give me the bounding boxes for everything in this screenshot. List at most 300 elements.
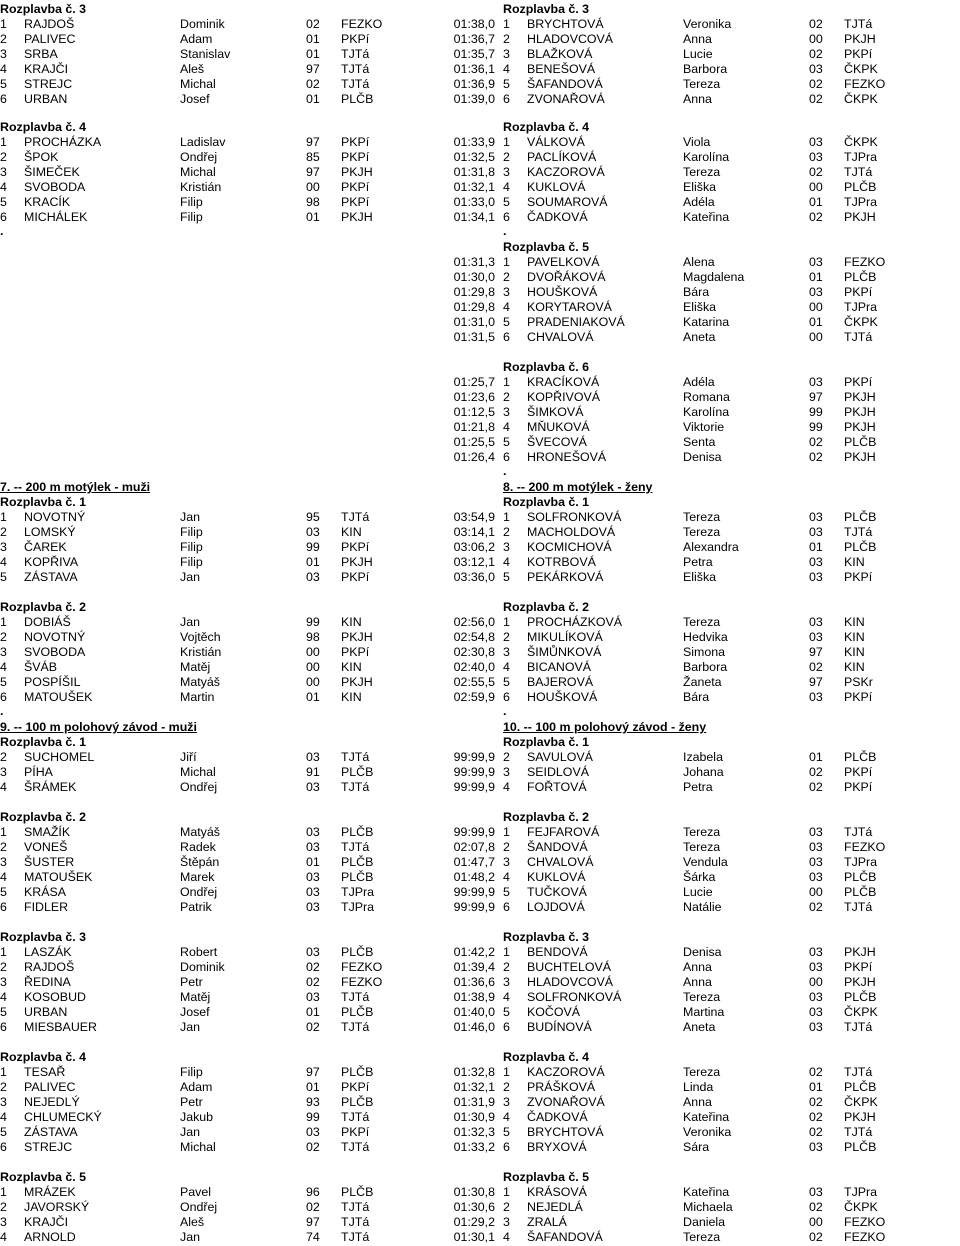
birth-year: 03 — [809, 1020, 823, 1034]
surname: SRBA — [24, 47, 58, 61]
birth-year: 74 — [306, 1230, 320, 1244]
first-name: Jan — [180, 1125, 200, 1139]
birth-year: 01 — [306, 555, 320, 569]
surname: MŇUKOVÁ — [527, 420, 590, 434]
birth-year: 01 — [306, 92, 320, 106]
surname: STREJC — [24, 77, 73, 91]
surname: SOUMAROVÁ — [527, 195, 608, 209]
club: ČKPK — [844, 62, 878, 76]
lane-number: 2 — [0, 32, 7, 46]
club: KIN — [844, 555, 865, 569]
first-name: Tereza — [683, 77, 721, 91]
surname: ŠVÁB — [24, 660, 58, 674]
first-name: Veronika — [683, 17, 732, 31]
first-name: Jan — [180, 615, 200, 629]
time: 01:31,5 — [453, 330, 495, 344]
club: PKJH — [341, 555, 373, 569]
first-name: Sára — [683, 1140, 710, 1154]
lane-number: 2 — [0, 960, 7, 974]
birth-year: 03 — [809, 630, 823, 644]
birth-year: 03 — [809, 1185, 823, 1199]
lane-number: 2 — [503, 32, 510, 46]
first-name: Romana — [683, 390, 730, 404]
surname: HLADOVCOVÁ — [527, 32, 614, 46]
club: KIN — [341, 690, 362, 704]
surname: SVOBODA — [24, 645, 86, 659]
lane-number: 1 — [503, 1065, 510, 1079]
lane-number: 3 — [0, 1095, 7, 1109]
lane-number: 1 — [0, 1065, 7, 1079]
first-name: Vendula — [683, 855, 728, 869]
surname: ŠANDOVÁ — [527, 840, 588, 854]
birth-year: 00 — [809, 300, 823, 314]
first-name: Ondřej — [180, 885, 218, 899]
birth-year: 00 — [809, 180, 823, 194]
lane-number: 5 — [0, 1005, 7, 1019]
first-name: Petra — [683, 780, 713, 794]
first-name: Aneta — [683, 330, 716, 344]
time: 01:32,8 — [453, 1065, 495, 1079]
lane-number: 6 — [503, 900, 510, 914]
time: 01:21,8 — [453, 420, 495, 434]
club: PKPí — [844, 570, 873, 584]
lane-number: 5 — [0, 1125, 7, 1139]
surname: KOČOVÁ — [527, 1005, 581, 1019]
first-name: Adéla — [683, 375, 715, 389]
first-name: Karolína — [683, 150, 730, 164]
birth-year: 03 — [809, 1005, 823, 1019]
birth-year: 02 — [306, 975, 320, 989]
birth-year: 03 — [809, 690, 823, 704]
first-name: Patrik — [180, 900, 212, 914]
first-name: Tereza — [683, 165, 721, 179]
lane-number: 3 — [503, 540, 510, 554]
surname: JAVORSKÝ — [24, 1200, 90, 1214]
birth-year: 03 — [809, 1140, 823, 1154]
lane-number: 4 — [503, 780, 510, 794]
first-name: Žaneta — [683, 675, 722, 689]
club: PKPí — [844, 780, 873, 794]
club: PLČB — [341, 855, 374, 869]
birth-year: 03 — [809, 570, 823, 584]
birth-year: 02 — [809, 660, 823, 674]
first-name: Tereza — [683, 525, 721, 539]
lane-number: 1 — [0, 135, 7, 149]
lane-number: 1 — [503, 17, 510, 31]
surname: ŠAFANDOVÁ — [527, 1230, 603, 1244]
surname: FIDLER — [24, 900, 69, 914]
first-name: Vojtěch — [180, 630, 221, 644]
first-name: Kristián — [180, 180, 222, 194]
club: TJPra — [844, 195, 878, 209]
birth-year: 99 — [809, 420, 823, 434]
surname: URBAN — [24, 92, 68, 106]
lane-number: 6 — [503, 1140, 510, 1154]
birth-year: 03 — [809, 960, 823, 974]
surname: ŠVECOVÁ — [527, 435, 587, 449]
time: 99:99,9 — [453, 885, 495, 899]
club: TJPra — [844, 855, 878, 869]
lane-number: 4 — [503, 660, 510, 674]
time: 03:06,2 — [453, 540, 495, 554]
club: PKPí — [341, 150, 370, 164]
birth-year: 03 — [306, 1125, 320, 1139]
birth-year: 00 — [306, 645, 320, 659]
birth-year: 03 — [809, 150, 823, 164]
birth-year: 02 — [809, 1230, 823, 1244]
first-name: Tereza — [683, 840, 721, 854]
surname: SUCHOMEL — [24, 750, 95, 764]
surname: KUKLOVÁ — [527, 870, 586, 884]
lane-number: 1 — [0, 825, 7, 839]
surname: SEIDLOVÁ — [527, 765, 589, 779]
time: 01:32,5 — [453, 150, 495, 164]
club: PKPí — [341, 135, 370, 149]
first-name: Karolína — [683, 405, 730, 419]
first-name: Ondřej — [180, 150, 218, 164]
surname: KRAJČI — [24, 1215, 69, 1229]
time: 02:55,5 — [453, 675, 495, 689]
surname: PRADENIAKOVÁ — [527, 315, 625, 329]
surname: HLADOVCOVÁ — [527, 975, 614, 989]
birth-year: 00 — [306, 660, 320, 674]
first-name: Denisa — [683, 945, 722, 959]
first-name: Matěj — [180, 990, 211, 1004]
club: TJPra — [341, 900, 375, 914]
surname: BUDÍNOVÁ — [527, 1020, 592, 1034]
surname: RAJDOŠ — [24, 17, 75, 31]
birth-year: 03 — [809, 855, 823, 869]
surname: LOMSKÝ — [24, 525, 76, 539]
surname: PACLÍKOVÁ — [527, 150, 597, 164]
first-name: Petra — [683, 555, 713, 569]
surname: KRÁSOVÁ — [527, 1185, 587, 1199]
birth-year: 03 — [306, 825, 320, 839]
time: 01:46,0 — [453, 1020, 495, 1034]
surname: NOVOTNÝ — [24, 510, 86, 524]
first-name: Eliška — [683, 300, 717, 314]
surname: STREJC — [24, 1140, 73, 1154]
time: 01:39,4 — [453, 960, 495, 974]
lane-number: 3 — [0, 975, 7, 989]
event-heading: 7. -- 200 m motýlek - muži — [0, 480, 151, 494]
surname: VONEŠ — [24, 840, 68, 854]
lane-number: 2 — [0, 525, 7, 539]
surname: ŘEDINA — [24, 975, 71, 989]
lane-number: 1 — [503, 615, 510, 629]
birth-year: 01 — [306, 32, 320, 46]
lane-number: 6 — [503, 210, 510, 224]
surname: TUČKOVÁ — [527, 885, 587, 899]
first-name: Marek — [180, 870, 215, 884]
surname: KUKLOVÁ — [527, 180, 586, 194]
first-name: Michaela — [683, 1200, 733, 1214]
birth-year: 01 — [809, 270, 823, 284]
lane-number: 6 — [503, 92, 510, 106]
first-name: Jan — [180, 1230, 200, 1244]
birth-year: 01 — [809, 1080, 823, 1094]
birth-year: 02 — [809, 450, 823, 464]
club: FEZKO — [341, 975, 383, 989]
heat-heading: Rozplavba č. 3 — [503, 930, 590, 944]
lane-number: 1 — [503, 825, 510, 839]
lane-number: 3 — [503, 165, 510, 179]
time: 02:40,0 — [453, 660, 495, 674]
club: PLČB — [341, 1095, 374, 1109]
surname: KOPŘIVOVÁ — [527, 390, 600, 404]
club: TJPra — [844, 300, 878, 314]
birth-year: 02 — [809, 1110, 823, 1124]
surname: KRACÍK — [24, 195, 71, 209]
separator-dot: . — [503, 704, 507, 718]
first-name: Josef — [180, 92, 210, 106]
club: TJTá — [341, 750, 370, 764]
time: 01:29,8 — [453, 300, 495, 314]
birth-year: 02 — [809, 17, 823, 31]
club: KIN — [341, 660, 362, 674]
lane-number: 3 — [503, 765, 510, 779]
first-name: Ondřej — [180, 780, 218, 794]
time: 01:31,9 — [453, 1095, 495, 1109]
lane-number: 1 — [503, 1185, 510, 1199]
surname: RAJDOŠ — [24, 960, 75, 974]
surname: ZVONAŘOVÁ — [527, 92, 605, 106]
club: PLČB — [341, 870, 374, 884]
club: PKJH — [844, 1110, 876, 1124]
club: TJTá — [341, 840, 370, 854]
birth-year: 02 — [306, 1140, 320, 1154]
time: 01:36,1 — [453, 62, 495, 76]
birth-year: 03 — [809, 525, 823, 539]
club: TJTá — [341, 1110, 370, 1124]
first-name: Adam — [180, 1080, 213, 1094]
first-name: Aleš — [180, 1215, 205, 1229]
club: TJTá — [844, 825, 873, 839]
first-name: Tereza — [683, 1230, 721, 1244]
surname: LOJDOVÁ — [527, 900, 585, 914]
club: FEZKO — [844, 255, 886, 269]
birth-year: 97 — [306, 1215, 320, 1229]
club: TJTá — [341, 1140, 370, 1154]
first-name: Tereza — [683, 990, 721, 1004]
surname: PALIVEC — [24, 1080, 76, 1094]
surname: HOUŠKOVÁ — [527, 285, 598, 299]
lane-number: 6 — [0, 92, 7, 106]
lane-number: 4 — [503, 420, 510, 434]
first-name: Michal — [180, 1140, 216, 1154]
birth-year: 98 — [306, 195, 320, 209]
birth-year: 02 — [809, 900, 823, 914]
first-name: Radek — [180, 840, 216, 854]
birth-year: 01 — [809, 195, 823, 209]
surname: URBAN — [24, 1005, 68, 1019]
birth-year: 00 — [809, 885, 823, 899]
surname: ČADKOVÁ — [527, 210, 588, 224]
surname: PRÁŠKOVÁ — [527, 1080, 596, 1094]
first-name: Jan — [180, 510, 200, 524]
birth-year: 01 — [306, 855, 320, 869]
club: PKPí — [844, 375, 873, 389]
club: PKPí — [844, 765, 873, 779]
lane-number: 1 — [0, 510, 7, 524]
lane-number: 5 — [0, 570, 7, 584]
time: 01:36,7 — [453, 32, 495, 46]
club: TJTá — [341, 1020, 370, 1034]
first-name: Matěj — [180, 660, 211, 674]
heat-heading: Rozplavba č. 2 — [503, 600, 590, 614]
surname: PALIVEC — [24, 32, 76, 46]
first-name: Ondřej — [180, 1200, 218, 1214]
club: TJTá — [844, 900, 873, 914]
lane-number: 3 — [503, 855, 510, 869]
surname: SMAŽÍK — [24, 825, 71, 839]
first-name: Šárka — [683, 870, 716, 884]
heat-heading: Rozplavba č. 5 — [503, 1170, 590, 1184]
first-name: Petr — [180, 975, 203, 989]
first-name: Filip — [180, 210, 203, 224]
first-name: Jan — [180, 1020, 200, 1034]
surname: MRÁZEK — [24, 1185, 76, 1199]
club: PLČB — [341, 92, 374, 106]
time: 01:42,2 — [453, 945, 495, 959]
lane-number: 6 — [0, 1020, 7, 1034]
birth-year: 02 — [306, 960, 320, 974]
lane-number: 3 — [0, 165, 7, 179]
lane-number: 4 — [0, 870, 7, 884]
club: TJTá — [844, 17, 873, 31]
surname: ŠIMEČEK — [24, 165, 80, 179]
lane-number: 2 — [503, 750, 510, 764]
club: PLČB — [844, 990, 877, 1004]
lane-number: 3 — [503, 645, 510, 659]
club: FEZKO — [844, 77, 886, 91]
club: TJTá — [341, 1200, 370, 1214]
birth-year: 03 — [809, 870, 823, 884]
time: 01:30,0 — [453, 270, 495, 284]
surname: KRAJČI — [24, 62, 69, 76]
heat-heading: Rozplavba č. 4 — [0, 1050, 87, 1064]
birth-year: 03 — [809, 375, 823, 389]
first-name: Jakub — [180, 1110, 214, 1124]
lane-number: 5 — [0, 195, 7, 209]
first-name: Dominik — [180, 960, 225, 974]
club: PKJH — [844, 945, 876, 959]
lane-number: 4 — [503, 555, 510, 569]
surname: BAJEROVÁ — [527, 675, 594, 689]
lane-number: 1 — [0, 1185, 7, 1199]
birth-year: 97 — [306, 135, 320, 149]
lane-number: 2 — [0, 750, 7, 764]
time: 01:23,6 — [453, 390, 495, 404]
first-name: Katarina — [683, 315, 730, 329]
separator-dot: . — [0, 704, 4, 718]
birth-year: 02 — [809, 47, 823, 61]
first-name: Barbora — [683, 660, 728, 674]
club: ČKPK — [844, 315, 878, 329]
lane-number: 2 — [503, 630, 510, 644]
lane-number: 6 — [503, 330, 510, 344]
lane-number: 4 — [0, 1230, 7, 1244]
surname: DVOŘÁKOVÁ — [527, 270, 606, 284]
first-name: Kateřina — [683, 210, 730, 224]
birth-year: 00 — [809, 330, 823, 344]
club: PKJH — [844, 210, 876, 224]
first-name: Magdalena — [683, 270, 745, 284]
first-name: Anna — [683, 92, 712, 106]
surname: NOVOTNÝ — [24, 630, 86, 644]
birth-year: 96 — [306, 1185, 320, 1199]
first-name: Kateřina — [683, 1110, 730, 1124]
time: 02:59,9 — [453, 690, 495, 704]
first-name: Bára — [683, 285, 710, 299]
first-name: Tereza — [683, 825, 721, 839]
surname: KOSOBUD — [24, 990, 86, 1004]
time: 01:30,9 — [453, 1110, 495, 1124]
lane-number: 2 — [503, 960, 510, 974]
surname: ZRALÁ — [527, 1215, 567, 1229]
club: TJTá — [341, 47, 370, 61]
club: PLČB — [844, 180, 877, 194]
first-name: Anna — [683, 975, 712, 989]
club: KIN — [341, 615, 362, 629]
surname: KRACÍKOVÁ — [527, 375, 600, 389]
first-name: Natálie — [683, 900, 722, 914]
time: 01:32,1 — [453, 1080, 495, 1094]
first-name: Kristián — [180, 645, 222, 659]
time: 01:31,8 — [453, 165, 495, 179]
time: 02:30,8 — [453, 645, 495, 659]
birth-year: 01 — [306, 210, 320, 224]
lane-number: 1 — [503, 945, 510, 959]
surname: BRYCHTOVÁ — [527, 17, 604, 31]
time: 01:48,2 — [453, 870, 495, 884]
time: 01:33,9 — [453, 135, 495, 149]
time: 01:30,1 — [453, 1230, 495, 1244]
time: 03:12,1 — [453, 555, 495, 569]
birth-year: 03 — [306, 885, 320, 899]
birth-year: 03 — [306, 570, 320, 584]
surname: ŠIMŮNKOVÁ — [527, 645, 602, 659]
surname: ŠIMKOVÁ — [527, 405, 584, 419]
first-name: Bára — [683, 690, 710, 704]
lane-number: 4 — [503, 1230, 510, 1244]
lane-number: 4 — [0, 780, 7, 794]
birth-year: 97 — [809, 645, 823, 659]
club: KIN — [844, 615, 865, 629]
first-name: Michal — [180, 165, 216, 179]
club: PKJH — [844, 420, 876, 434]
surname: PROCHÁZKOVÁ — [527, 615, 623, 629]
first-name: Jan — [180, 570, 200, 584]
surname: PEKÁRKOVÁ — [527, 570, 604, 584]
surname: SAVULOVÁ — [527, 750, 593, 764]
lane-number: 6 — [0, 900, 7, 914]
surname: POSPÍŠIL — [24, 675, 81, 689]
club: TJTá — [844, 525, 873, 539]
time: 03:36,0 — [453, 570, 495, 584]
surname: MATOUŠEK — [24, 870, 93, 884]
club: PLČB — [341, 1065, 374, 1079]
birth-year: 03 — [809, 945, 823, 959]
birth-year: 03 — [809, 990, 823, 1004]
club: FEZKO — [341, 960, 383, 974]
event-heading: 10. -- 100 m polohový závod - ženy — [503, 720, 707, 734]
birth-year: 02 — [306, 1200, 320, 1214]
surname: VÁLKOVÁ — [527, 135, 585, 149]
birth-year: 03 — [306, 780, 320, 794]
birth-year: 00 — [306, 675, 320, 689]
birth-year: 99 — [809, 405, 823, 419]
